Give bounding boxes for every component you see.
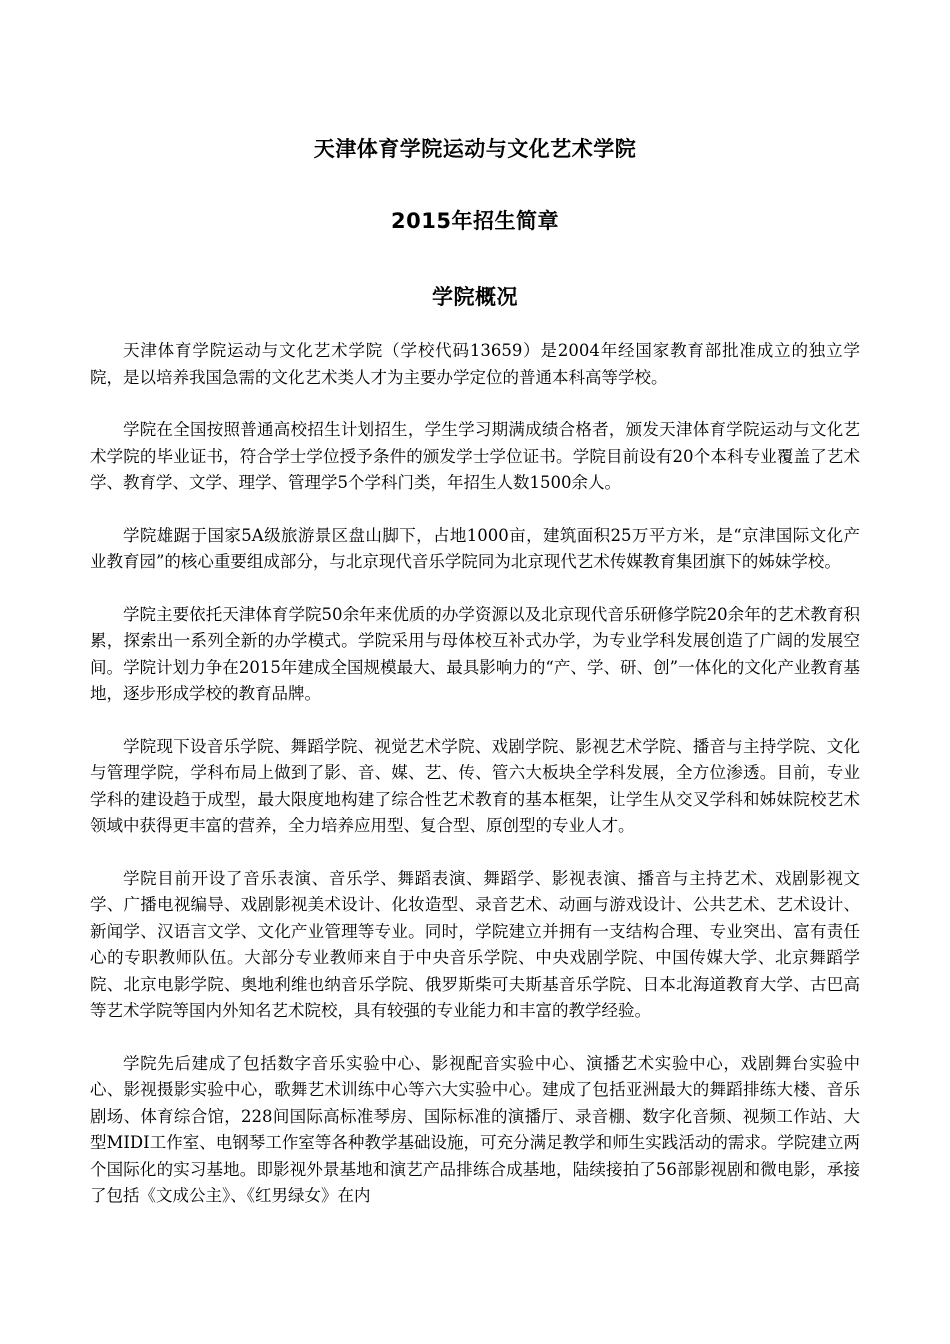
- document-title: 天津体育学院运动与文化艺术学院: [313, 137, 637, 161]
- document-subtitle: 2015年招生简章: [391, 209, 559, 233]
- paragraph: 学院雄踞于国家5A级旅游景区盘山脚下，占地1000亩，建筑面积25万平方米，是“京津国际文化产业教育园”的核心重要组成部分，与北京现代音乐学院同为北京现代艺术传媒教育集团旗下的姊妹学校。: [90, 525, 860, 571]
- paragraph: 天津体育学院运动与文化艺术学院（学校代码13659）是2004年经国家教育部批准成立的独立学院，是以培养我国急需的文化艺术类人才为主要办学定位的普通本科高等学校。: [90, 341, 860, 387]
- paragraph: 学院在全国按照普通高校招生计划招生，学生学习期满成绩合格者，颁发天津体育学院运动与文化艺术学院的毕业证书，符合学士学位授予条件的颁发学士学位证书。学院目前设有20个本科专业覆盖了艺术学、教育学、文学、理学、管理学5个学科门类，年招生人数1500余人。: [90, 420, 860, 492]
- body-text: [90, 338, 860, 1236]
- paragraph: 学院先后建成了包括数字音乐实验中心、影视配音实验中心、演播艺术实验中心，戏剧舞台实验中心、影视摄影实验中心，歌舞艺术训练中心等六大实验中心。建成了包括亚洲最大的舞蹈排练大楼、音乐剧场、体育综合馆，228间国际高标准琴房、国际标准的演播厅、录音棚、数字化音频、视频工作站、大型MIDI工作室、电钢琴工作室等各种教学基础设施，可充分满足教学和师生实践活动的需求。学院建立两个国际化的实习基地。即影视外景基地和演艺产品排练合成基地，陆续接拍了56部影视剧和微电影，承接了包括《文成公主》、《红男绿女》在内: [90, 1053, 860, 1205]
- paragraph: 学院目前开设了音乐表演、音乐学、舞蹈表演、舞蹈学、影视表演、播音与主持艺术、戏剧影视文学、广播电视编导、戏剧影视美术设计、化妆造型、录音艺术、动画与游戏设计、公共艺术、艺术设计、新闻学、汉语言文学、文化产业管理等专业。同时，学院建立并拥有一支结构合理、专业突出、富有责任心的专职教师队伍。大部分专业教师来自于中央音乐学院、中央戏剧学院、中国传媒大学、北京舞蹈学院、北京电影学院、奥地利维也纳音乐学院、俄罗斯柴可夫斯基音乐学院、日本北海道教育大学、古巴高等艺术学院等国内外知名艺术院校，具有较强的专业能力和丰富的教学经验。: [90, 868, 860, 1020]
- paragraph: 学院现下设音乐学院、舞蹈学院、视觉艺术学院、戏剧学院、影视艺术学院、播音与主持学院、文化与管理学院，学科布局上做到了影、音、媒、艺、传、管六大板块全学科发展，全方位渗透。目前，专业学科的建设趋于成型，最大限度地构建了综合性艺术教育的基本框架，让学生从交叉学科和姊妹院校艺术领域中获得更丰富的营养，全力培养应用型、复合型、原创型的专业人才。: [90, 736, 860, 835]
- section-heading: 学院概况: [432, 285, 518, 309]
- paragraph: 学院主要依托天津体育学院50余年来优质的办学资源以及北京现代音乐研修学院20余年的艺术教育积累，探索出一系列全新的办学模式。学院采用与母体校互补式办学，为专业学科发展创造了广阔的发展空间。学院计划力争在2015年建成全国规模最大、最具影响力的“产、学、研、创”一体化的文化产业教育基地，逐步形成学校的教育品牌。: [90, 604, 860, 703]
